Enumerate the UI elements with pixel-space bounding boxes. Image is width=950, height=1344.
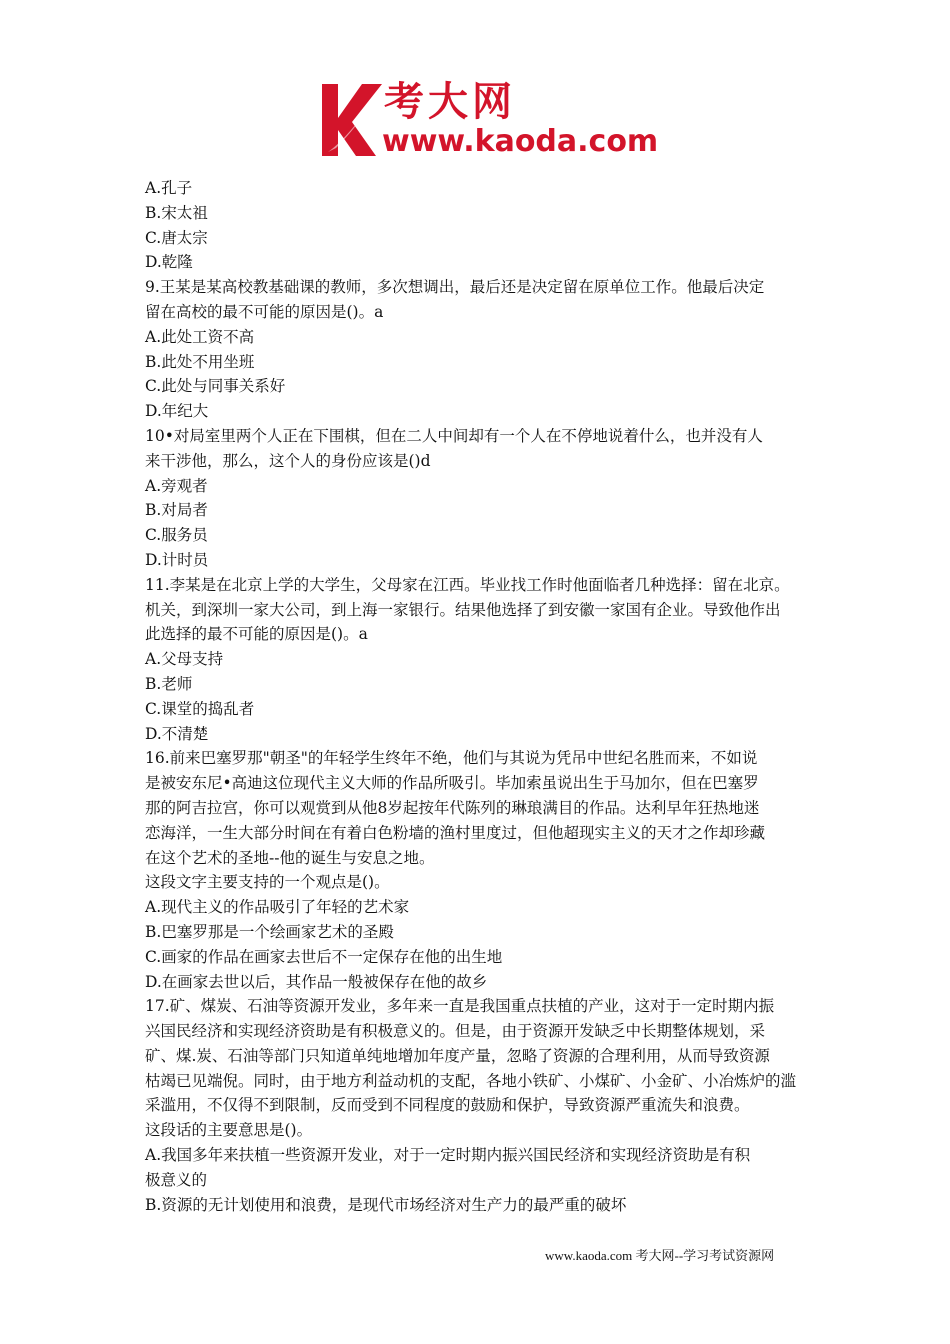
text-line: C.唐太宗 bbox=[145, 228, 208, 247]
text-line: 这段话的主要意思是()。 bbox=[145, 1121, 313, 1140]
text-line: A.旁观者 bbox=[145, 476, 208, 495]
text-line: A.孔子 bbox=[145, 179, 193, 197]
document-body bbox=[145, 176, 825, 1217]
text-line: 来干涉他，那么，这个人的身份应该是()d bbox=[145, 451, 431, 470]
text-line: 17.矿、煤炭、石油等资源开发业，多年来一直是我国重点扶植的产业，这对于一定时期内振 bbox=[145, 997, 775, 1016]
text-line: D.不清楚 bbox=[145, 724, 209, 743]
text-line: 枯竭已见端倪。同时，由于地方利益动机的支配，各地小铁矿、小煤矿、小金矿、小冶炼炉的滥 bbox=[145, 1071, 797, 1090]
text-line: B.对局者 bbox=[145, 501, 208, 520]
text-line: 此选择的最不可能的原因是()。a bbox=[145, 625, 368, 644]
logo-url: www.kaoda.com bbox=[382, 124, 659, 159]
text-line: 9.王某是某高校教基础课的教师，多次想调出，最后还是决定留在原单位工作。他最后决定 bbox=[145, 278, 765, 297]
text-line: A.我国多年来扶植一些资源开发业，对于一定时期内振兴国民经济和实现经济资助是有积 bbox=[145, 1146, 751, 1165]
text-line: A.父母支持 bbox=[145, 650, 224, 669]
text-line: 恋海洋，一生大部分时间在有着白色粉墙的渔村里度过，但他超现实主义的天才之作却珍藏 bbox=[145, 823, 766, 842]
text-line: B.老师 bbox=[145, 674, 193, 693]
text-line: A.此处工资不高 bbox=[145, 327, 255, 346]
text-line: 是被安东尼•高迪这位现代主义大师的作品所吸引。毕加索虽说出生于马加尔，但在巴塞罗 bbox=[145, 774, 759, 793]
text-line: 11.李某是在北京上学的大学生，父母家在江西。毕业找工作时他面临者几种选择：留在北京。 bbox=[145, 575, 790, 594]
text-line: B.宋太祖 bbox=[145, 203, 208, 222]
text-line: 机关，到深圳一家大公司，到上海一家银行。结果他选择了到安徽一家国有企业。导致他作出 bbox=[145, 600, 781, 619]
text-line: 采滥用，不仅得不到限制，反而受到不同程度的鼓励和保护，导致资源严重流失和浪费。 bbox=[145, 1096, 750, 1115]
text-line: C.画家的作品在画家去世后不一定保存在他的出生地 bbox=[145, 947, 503, 966]
text-line: C.课堂的捣乱者 bbox=[145, 699, 255, 718]
text-line: 极意义的 bbox=[145, 1170, 208, 1189]
text-line: 在这个艺术的圣地--他的诞生与安息之地。 bbox=[145, 848, 435, 867]
text-line: 16.前来巴塞罗那"朝圣"的年轻学生终年不绝，他们与其说为凭吊中世纪名胜而来，不如说 bbox=[145, 749, 758, 768]
text-line: C.服务员 bbox=[145, 526, 208, 545]
text-line: 兴国民经济和实现经济资助是有积极意义的。但是，由于资源开发缺乏中长期整体规划，采 bbox=[145, 1022, 766, 1041]
text-line: 10•对局室里两个人正在下围棋，但在二人中间却有一个人在不停地说着什么，也并没有人 bbox=[145, 426, 763, 445]
text-line: D.计时员 bbox=[145, 550, 209, 569]
text-line: A.现代主义的作品吸引了年轻的艺术家 bbox=[145, 898, 410, 917]
text-line: 这段文字主要支持的一个观点是()。 bbox=[145, 873, 390, 892]
text-line: 留在高校的最不可能的原因是()。a bbox=[145, 302, 384, 321]
text-line: B.资源的无计划使用和浪费，是现代市场经济对生产力的最严重的破坏 bbox=[145, 1195, 627, 1214]
kaoda-k-icon bbox=[318, 78, 388, 162]
text-line: D.年纪大 bbox=[145, 402, 209, 421]
text-line: D.在画家去世以后，其作品一般被保存在他的故乡 bbox=[145, 972, 488, 991]
text-line: 矿、煤.炭、石油等部门只知道单纯地增加年度产量，忽略了资源的合理利用，从而导致资源 bbox=[145, 1046, 770, 1065]
kaoda-logo bbox=[318, 78, 659, 162]
text-line: C.此处与同事关系好 bbox=[145, 377, 286, 396]
text-line: D.乾隆 bbox=[145, 253, 193, 272]
text-line: 那的阿吉拉宫，你可以观赏到从他8岁起按年代陈列的琳琅满目的作品。达利早年狂热地迷 bbox=[145, 798, 760, 817]
text-line: B.此处不用坐班 bbox=[145, 352, 255, 371]
text-line: B.巴塞罗那是一个绘画家艺术的圣殿 bbox=[145, 922, 394, 941]
page-footer: www.kaoda.com 考大网--学习考试资源网 bbox=[545, 1248, 775, 1263]
logo-title: 考大网 bbox=[384, 79, 516, 125]
